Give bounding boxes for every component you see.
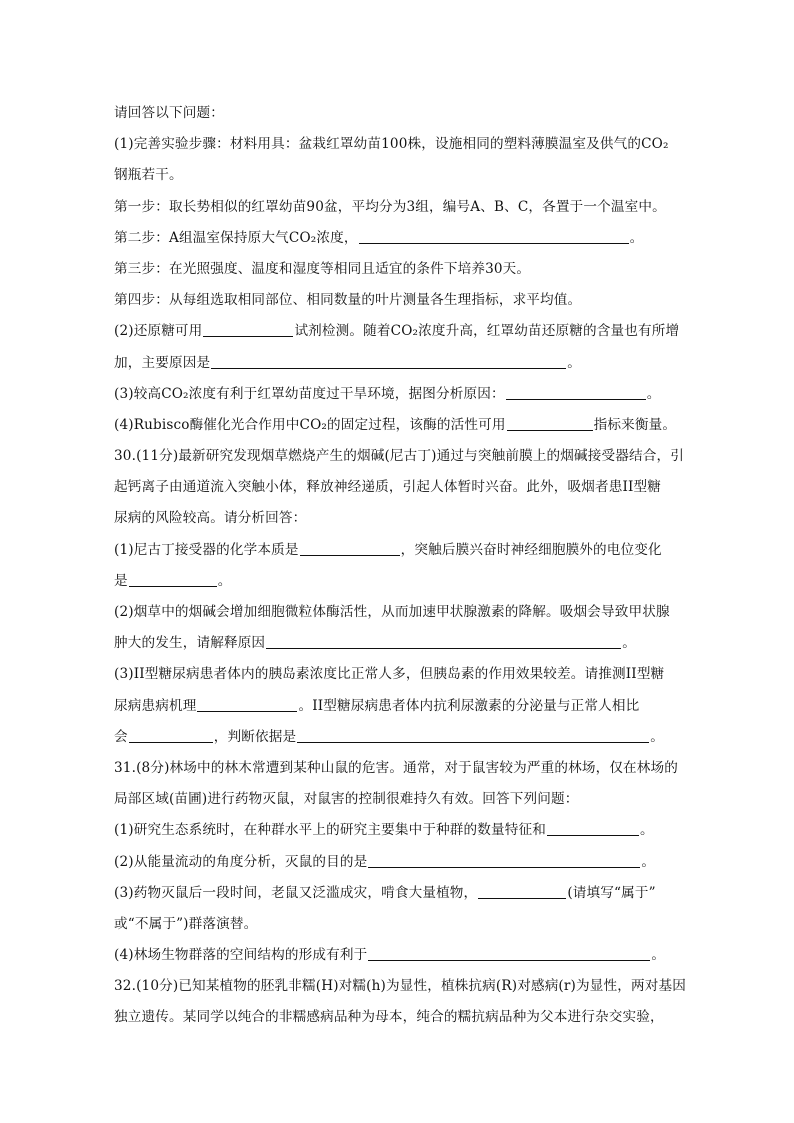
answer-blank[interactable]: [506, 382, 646, 400]
answer-blank[interactable]: [266, 631, 621, 649]
text-line: 尿病患病机理 。II型糖尿病患者体内抗利尿激素的分泌量与正常人相比: [114, 691, 684, 722]
text-line: 第二步：A组温室保持原大气CO₂浓度， 。: [114, 223, 684, 254]
answer-blank[interactable]: [211, 351, 566, 369]
text-line: 尿病的风险较高。请分析回答：: [114, 510, 307, 527]
text-line: 或“不属于”)群落演替。: [114, 915, 258, 932]
answer-blank[interactable]: [368, 943, 650, 961]
text-line: 32.(10分)已知某植物的胚乳非糯(H)对糯(h)为显性，植株抗病(R)对感病(r)为显性，两对基因: [114, 978, 686, 995]
answer-blank[interactable]: [507, 413, 593, 431]
text-line: 起钙离子由通道流入突触小体，释放神经递质，引起人体暂时兴奋。此外，吸烟者患II型糖: [114, 479, 662, 496]
answer-blank[interactable]: [368, 850, 640, 868]
answer-blank[interactable]: [300, 538, 400, 556]
text-line: (1)尼古丁接受器的化学本质是 ，突触后膜兴奋时神经细胞膜外的电位变化: [114, 535, 684, 566]
text-line: (3)较高CO₂浓度有利于红罩幼苗度过干旱环境，据图分析原因： 。: [114, 379, 684, 410]
text-line: 第四步：从每组选取相同部位、相同数量的叶片测量各生理指标，求平均值。: [114, 292, 582, 309]
text-line: (4)Rubisco酶催化光合作用中CO₂的固定过程，该酶的活性可用 指标来衡量。: [114, 410, 684, 441]
text-line: 第一步：取长势相似的红罩幼苗90盆，平均分为3组，编号A、B、C，各置于一个温室中。: [114, 198, 666, 215]
text-line: (3)药物灭鼠后一段时间，老鼠又泛滥成灾，啃食大量植物， (请填写“属于”: [114, 878, 684, 909]
text-line: 局部区域(苗圃)进行药物灭鼠，对鼠害的控制很难持久有效。回答下列问题：: [114, 791, 579, 808]
answer-blank[interactable]: [203, 319, 293, 337]
answer-blank[interactable]: [129, 569, 217, 587]
text-line: 会 ，判断依据是 。: [114, 722, 684, 753]
text-line: (2)还原糖可用 试剂检测。随着CO₂浓度升高，红罩幼苗还原糖的含量也有所增: [114, 316, 684, 347]
answer-blank[interactable]: [129, 725, 213, 743]
answer-blank[interactable]: [297, 725, 649, 743]
text-line: 31.(8分)林场中的林木常遭到某种山鼠的危害。通常，对于鼠害较为严重的林场，仅在林场的: [114, 759, 679, 776]
answer-blank[interactable]: [478, 881, 566, 899]
text-line: (2)从能量流动的角度分析，灭鼠的目的是 。: [114, 847, 684, 878]
text-line: 请回答以下问题：: [114, 105, 224, 121]
text-line: (4)林场生物群落的空间结构的形成有利于 。: [114, 940, 684, 971]
text-line: 加，主要原因是 。: [114, 348, 684, 379]
text-line: 30.(11分)最新研究发现烟草燃烧产生的烟碱(尼古丁)通过与突触前膜上的烟碱接受器结合，引: [114, 448, 684, 465]
answer-blank[interactable]: [547, 818, 639, 836]
text-line: (2)烟草中的烟碱会增加细胞微粒体酶活性，从而加速甲状腺激素的降解。吸烟会导致甲状腺: [114, 604, 670, 620]
text-line: 第三步：在光照强度、温度和湿度等相同且适宜的条件下培养30天。: [114, 260, 531, 277]
answer-blank[interactable]: [197, 694, 297, 712]
text-line: (1)研究生态系统时，在种群水平上的研究主要集中于种群的数量特征和 。: [114, 815, 684, 846]
text-line: (3)II型糖尿病患者体内的胰岛素浓度比正常人多，但胰岛素的作用效果较差。请推测II型糖: [114, 666, 665, 683]
text-line: 是 。: [114, 566, 684, 597]
text-line: (1)完善实验步骤：材料用具：盆栽红罩幼苗100株，设施相同的塑料薄膜温室及供气的CO₂: [114, 136, 669, 153]
document-page: [114, 98, 684, 1034]
answer-blank[interactable]: [359, 226, 629, 244]
text-line: 肿大的发生，请解释原因 。: [114, 628, 684, 659]
text-line: 钢瓶若干。: [114, 167, 183, 184]
text-line: 独立遗传。某同学以纯合的非糯感病品种为母本，纯合的糯抗病品种为父本进行杂交实验，: [114, 1009, 664, 1026]
